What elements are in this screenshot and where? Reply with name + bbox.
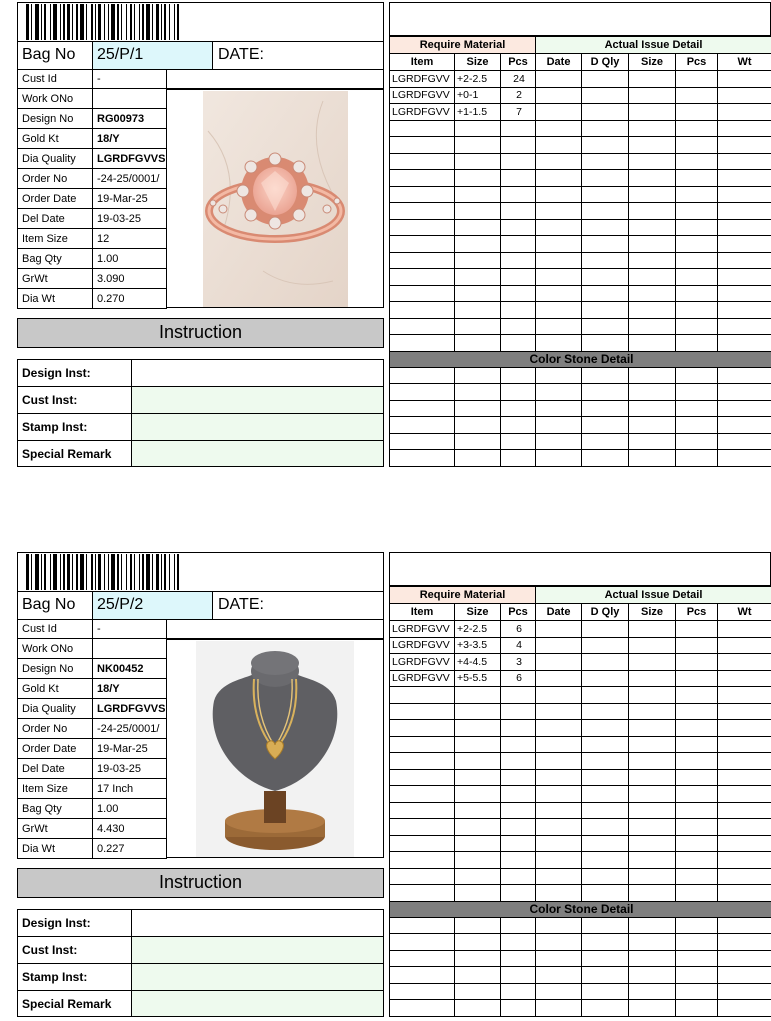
field-value: 0.270	[93, 289, 167, 309]
instruction-label: Stamp Inst:	[18, 964, 132, 991]
material-size	[455, 703, 501, 720]
material-row	[390, 736, 771, 753]
field-row	[18, 699, 167, 719]
material-size	[455, 687, 501, 704]
color-stone-header: Color Stone Detail	[390, 351, 771, 367]
field-row	[18, 249, 167, 269]
material-row	[390, 302, 771, 319]
material-size	[455, 285, 501, 302]
color-stone-header: Color Stone Detail	[390, 901, 771, 917]
material-pcs	[501, 868, 536, 885]
material-size	[455, 170, 501, 187]
details-table	[17, 69, 167, 309]
column-header: Pcs	[501, 54, 536, 71]
color-stone-row	[390, 934, 771, 951]
field-label: Order No	[18, 719, 93, 739]
material-row	[390, 203, 771, 220]
material-row	[390, 170, 771, 187]
material-table	[389, 36, 771, 467]
column-header: D Qly	[582, 54, 629, 71]
instruction-label: Stamp Inst:	[18, 414, 132, 441]
material-row	[390, 621, 771, 638]
material-pcs	[501, 120, 536, 137]
field-row	[18, 620, 167, 639]
material-pcs	[501, 703, 536, 720]
material-item	[390, 786, 455, 803]
material-size: +5-5.5	[455, 670, 501, 687]
material-row	[390, 186, 771, 203]
field-value: 1.00	[93, 249, 167, 269]
material-row	[390, 252, 771, 269]
bag-row	[17, 41, 384, 70]
field-value: 19-03-25	[93, 759, 167, 779]
instruction-value[interactable]	[132, 441, 384, 467]
instruction-header: Instruction	[17, 868, 384, 898]
material-pcs: 2	[501, 87, 536, 104]
instruction-value[interactable]	[132, 360, 384, 387]
material-pcs: 7	[501, 104, 536, 121]
material-pcs	[501, 753, 536, 770]
material-row	[390, 285, 771, 302]
right-header-box	[389, 2, 771, 36]
instruction-value[interactable]	[132, 964, 384, 991]
right-header-box	[389, 552, 771, 586]
field-value: 19-Mar-25	[93, 739, 167, 759]
material-item	[390, 802, 455, 819]
field-row	[18, 759, 167, 779]
field-value: -24-25/0001/	[93, 169, 167, 189]
field-label: Gold Kt	[18, 679, 93, 699]
color-stone-row	[390, 950, 771, 967]
color-stone-row	[390, 384, 771, 401]
instruction-value[interactable]	[132, 910, 384, 937]
field-row	[18, 289, 167, 309]
material-pcs	[501, 769, 536, 786]
material-item	[390, 236, 455, 253]
instruction-row	[18, 910, 384, 937]
material-pcs	[501, 236, 536, 253]
material-size	[455, 736, 501, 753]
field-row	[18, 839, 167, 859]
instruction-row	[18, 937, 384, 964]
field-row	[18, 679, 167, 699]
field-value: 1.00	[93, 799, 167, 819]
material-pcs	[501, 786, 536, 803]
material-item	[390, 285, 455, 302]
material-row	[390, 219, 771, 236]
instruction-label: Special Remark	[18, 441, 132, 467]
ring-image	[203, 91, 348, 307]
field-label: Dia Wt	[18, 289, 93, 309]
field-row	[18, 639, 167, 659]
field-label: Work ONo	[18, 89, 93, 109]
material-size	[455, 219, 501, 236]
material-row	[390, 654, 771, 671]
material-row	[390, 852, 771, 869]
material-row	[390, 104, 771, 121]
material-row	[390, 153, 771, 170]
necklace-image	[196, 641, 354, 857]
material-item	[390, 302, 455, 319]
material-pcs	[501, 269, 536, 286]
material-size	[455, 302, 501, 319]
material-pcs	[501, 302, 536, 319]
field-row	[18, 269, 167, 289]
material-pcs	[501, 186, 536, 203]
color-stone-row	[390, 367, 771, 384]
material-row	[390, 87, 771, 104]
instruction-label: Design Inst:	[18, 360, 132, 387]
material-size	[455, 137, 501, 154]
material-row	[390, 335, 771, 352]
field-row	[18, 659, 167, 679]
field-label: Item Size	[18, 779, 93, 799]
material-pcs	[501, 153, 536, 170]
bag-no-value: 25/P/2	[92, 592, 213, 619]
field-row	[18, 129, 167, 149]
material-row	[390, 835, 771, 852]
material-pcs	[501, 203, 536, 220]
field-label: Cust Id	[18, 70, 93, 89]
material-row	[390, 753, 771, 770]
material-size	[455, 269, 501, 286]
instruction-header: Instruction	[17, 318, 384, 348]
instruction-table	[17, 909, 384, 1017]
field-label: Order No	[18, 169, 93, 189]
material-item: LGRDFGVV	[390, 670, 455, 687]
material-row	[390, 868, 771, 885]
material-pcs	[501, 219, 536, 236]
field-label: GrWt	[18, 819, 93, 839]
material-size	[455, 769, 501, 786]
material-item: LGRDFGVV	[390, 621, 455, 638]
field-value: 18/Y	[93, 679, 167, 699]
field-value: 18/Y	[93, 129, 167, 149]
field-label: Dia Quality	[18, 699, 93, 719]
field-label: Bag Qty	[18, 799, 93, 819]
field-row	[18, 149, 167, 169]
material-size	[455, 852, 501, 869]
column-header: Size	[455, 604, 501, 621]
material-item	[390, 219, 455, 236]
material-pcs	[501, 819, 536, 836]
date-label: DATE:	[218, 46, 264, 63]
field-value: 3.090	[93, 269, 167, 289]
material-item	[390, 852, 455, 869]
material-size	[455, 203, 501, 220]
material-row	[390, 269, 771, 286]
material-size	[455, 318, 501, 335]
field-label: Design No	[18, 659, 93, 679]
field-row	[18, 739, 167, 759]
material-item	[390, 868, 455, 885]
field-label: Order Date	[18, 189, 93, 209]
material-row	[390, 885, 771, 902]
bag-no-label: Bag No	[22, 596, 76, 613]
field-row	[18, 70, 167, 89]
column-header: Pcs	[676, 604, 718, 621]
column-header: Item	[390, 54, 455, 71]
barcode	[18, 3, 234, 41]
material-table	[389, 586, 771, 1017]
material-row	[390, 687, 771, 704]
material-row	[390, 236, 771, 253]
product-image	[203, 91, 348, 312]
material-size: +3-3.5	[455, 637, 501, 654]
field-value: -	[93, 620, 167, 639]
material-row	[390, 120, 771, 137]
field-label: GrWt	[18, 269, 93, 289]
field-row	[18, 109, 167, 129]
require-material-header: Require Material	[390, 37, 536, 54]
column-header: Size	[629, 54, 676, 71]
bag-no-label: Bag No	[22, 46, 76, 63]
field-label: Gold Kt	[18, 129, 93, 149]
material-item	[390, 720, 455, 737]
material-size	[455, 868, 501, 885]
color-stone-row	[390, 967, 771, 984]
instruction-table	[17, 359, 384, 467]
material-pcs	[501, 318, 536, 335]
material-size	[455, 753, 501, 770]
material-row	[390, 819, 771, 836]
field-value	[93, 89, 167, 109]
field-value: RG00973	[93, 109, 167, 129]
field-row	[18, 189, 167, 209]
material-item	[390, 835, 455, 852]
field-row	[18, 169, 167, 189]
material-size	[455, 885, 501, 902]
material-item	[390, 170, 455, 187]
material-size: +2-2.5	[455, 621, 501, 638]
column-header: Date	[536, 54, 582, 71]
instruction-label: Cust Inst:	[18, 937, 132, 964]
material-size: +1-1.5	[455, 104, 501, 121]
instruction-label: Cust Inst:	[18, 387, 132, 414]
material-pcs	[501, 252, 536, 269]
material-pcs: 4	[501, 637, 536, 654]
field-value: 19-Mar-25	[93, 189, 167, 209]
material-item	[390, 819, 455, 836]
field-label: Bag Qty	[18, 249, 93, 269]
color-stone-row	[390, 400, 771, 417]
color-stone-row	[390, 917, 771, 934]
material-pcs: 24	[501, 71, 536, 88]
material-row	[390, 71, 771, 88]
material-item	[390, 885, 455, 902]
instruction-label: Special Remark	[18, 991, 132, 1017]
material-item	[390, 203, 455, 220]
material-size	[455, 153, 501, 170]
column-header: Pcs	[501, 604, 536, 621]
color-stone-row	[390, 1000, 771, 1017]
material-row	[390, 703, 771, 720]
material-row	[390, 720, 771, 737]
field-label: Dia Wt	[18, 839, 93, 859]
material-pcs	[501, 137, 536, 154]
actual-issue-header: Actual Issue Detail	[536, 587, 771, 604]
material-row	[390, 637, 771, 654]
instruction-row	[18, 360, 384, 387]
material-pcs	[501, 687, 536, 704]
material-item	[390, 687, 455, 704]
material-size	[455, 720, 501, 737]
material-size	[455, 120, 501, 137]
material-item: LGRDFGVV	[390, 87, 455, 104]
color-stone-row	[390, 433, 771, 450]
field-value	[93, 639, 167, 659]
field-value: LGRDFGVVS	[93, 699, 167, 719]
material-pcs	[501, 802, 536, 819]
material-item	[390, 335, 455, 352]
barcode-box	[17, 2, 384, 42]
field-value: 19-03-25	[93, 209, 167, 229]
material-pcs: 3	[501, 654, 536, 671]
color-stone-row	[390, 417, 771, 434]
field-row	[18, 779, 167, 799]
field-label: Work ONo	[18, 639, 93, 659]
instruction-value[interactable]	[132, 387, 384, 414]
material-item	[390, 736, 455, 753]
instruction-row	[18, 441, 384, 467]
field-value: 17 Inch	[93, 779, 167, 799]
field-value: 4.430	[93, 819, 167, 839]
field-label: Dia Quality	[18, 149, 93, 169]
field-value: 12	[93, 229, 167, 249]
require-material-header: Require Material	[390, 587, 536, 604]
color-stone-row	[390, 450, 771, 467]
column-header: Wt	[718, 54, 771, 71]
instruction-value[interactable]	[132, 937, 384, 964]
column-header: Pcs	[676, 54, 718, 71]
material-item	[390, 186, 455, 203]
job-card-1	[0, 0, 771, 470]
material-item	[390, 120, 455, 137]
field-label: Del Date	[18, 759, 93, 779]
material-size	[455, 252, 501, 269]
material-size	[455, 335, 501, 352]
field-label: Design No	[18, 109, 93, 129]
column-header: Item	[390, 604, 455, 621]
material-size: +4-4.5	[455, 654, 501, 671]
color-stone-row	[390, 983, 771, 1000]
material-item	[390, 318, 455, 335]
material-pcs	[501, 852, 536, 869]
material-item	[390, 703, 455, 720]
material-item: LGRDFGVV	[390, 104, 455, 121]
material-pcs: 6	[501, 621, 536, 638]
field-value: LGRDFGVVS	[93, 149, 167, 169]
material-item: LGRDFGVV	[390, 71, 455, 88]
material-size	[455, 802, 501, 819]
field-row	[18, 719, 167, 739]
material-item	[390, 153, 455, 170]
field-value: -	[93, 70, 167, 89]
material-row	[390, 670, 771, 687]
barcode-box	[17, 552, 384, 592]
field-row	[18, 799, 167, 819]
material-pcs	[501, 835, 536, 852]
material-row	[390, 769, 771, 786]
column-header: Size	[629, 604, 676, 621]
column-header: Wt	[718, 604, 771, 621]
material-item: LGRDFGVV	[390, 654, 455, 671]
product-image	[196, 641, 354, 862]
field-row	[18, 209, 167, 229]
material-pcs	[501, 885, 536, 902]
material-size	[455, 786, 501, 803]
field-label: Cust Id	[18, 620, 93, 639]
instruction-row	[18, 991, 384, 1017]
column-header: D Qly	[582, 604, 629, 621]
material-size	[455, 236, 501, 253]
material-pcs	[501, 285, 536, 302]
material-size	[455, 186, 501, 203]
actual-issue-header: Actual Issue Detail	[536, 37, 771, 54]
material-row	[390, 318, 771, 335]
material-row	[390, 786, 771, 803]
field-row	[18, 819, 167, 839]
material-item	[390, 769, 455, 786]
field-label: Del Date	[18, 209, 93, 229]
column-header: Size	[455, 54, 501, 71]
material-item	[390, 269, 455, 286]
material-size	[455, 835, 501, 852]
material-size: +0-1	[455, 87, 501, 104]
material-item: LGRDFGVV	[390, 637, 455, 654]
material-pcs	[501, 720, 536, 737]
instruction-value[interactable]	[132, 991, 384, 1017]
instruction-row	[18, 964, 384, 991]
material-size	[455, 819, 501, 836]
field-value: 0.227	[93, 839, 167, 859]
material-item	[390, 137, 455, 154]
column-header: Date	[536, 604, 582, 621]
material-pcs	[501, 170, 536, 187]
material-pcs	[501, 335, 536, 352]
date-label: DATE:	[218, 596, 264, 613]
material-row	[390, 802, 771, 819]
material-size: +2-2.5	[455, 71, 501, 88]
field-label: Item Size	[18, 229, 93, 249]
instruction-value[interactable]	[132, 414, 384, 441]
job-card-2	[0, 550, 771, 1020]
field-row	[18, 229, 167, 249]
barcode	[18, 553, 234, 591]
bag-row	[17, 591, 384, 620]
field-label: Order Date	[18, 739, 93, 759]
material-pcs: 6	[501, 670, 536, 687]
details-table	[17, 619, 167, 859]
material-row	[390, 137, 771, 154]
field-value: NK00452	[93, 659, 167, 679]
material-item	[390, 753, 455, 770]
instruction-row	[18, 414, 384, 441]
material-pcs	[501, 736, 536, 753]
instruction-label: Design Inst:	[18, 910, 132, 937]
bag-no-value: 25/P/1	[92, 42, 213, 69]
field-row	[18, 89, 167, 109]
field-value: -24-25/0001/	[93, 719, 167, 739]
instruction-row	[18, 387, 384, 414]
material-item	[390, 252, 455, 269]
